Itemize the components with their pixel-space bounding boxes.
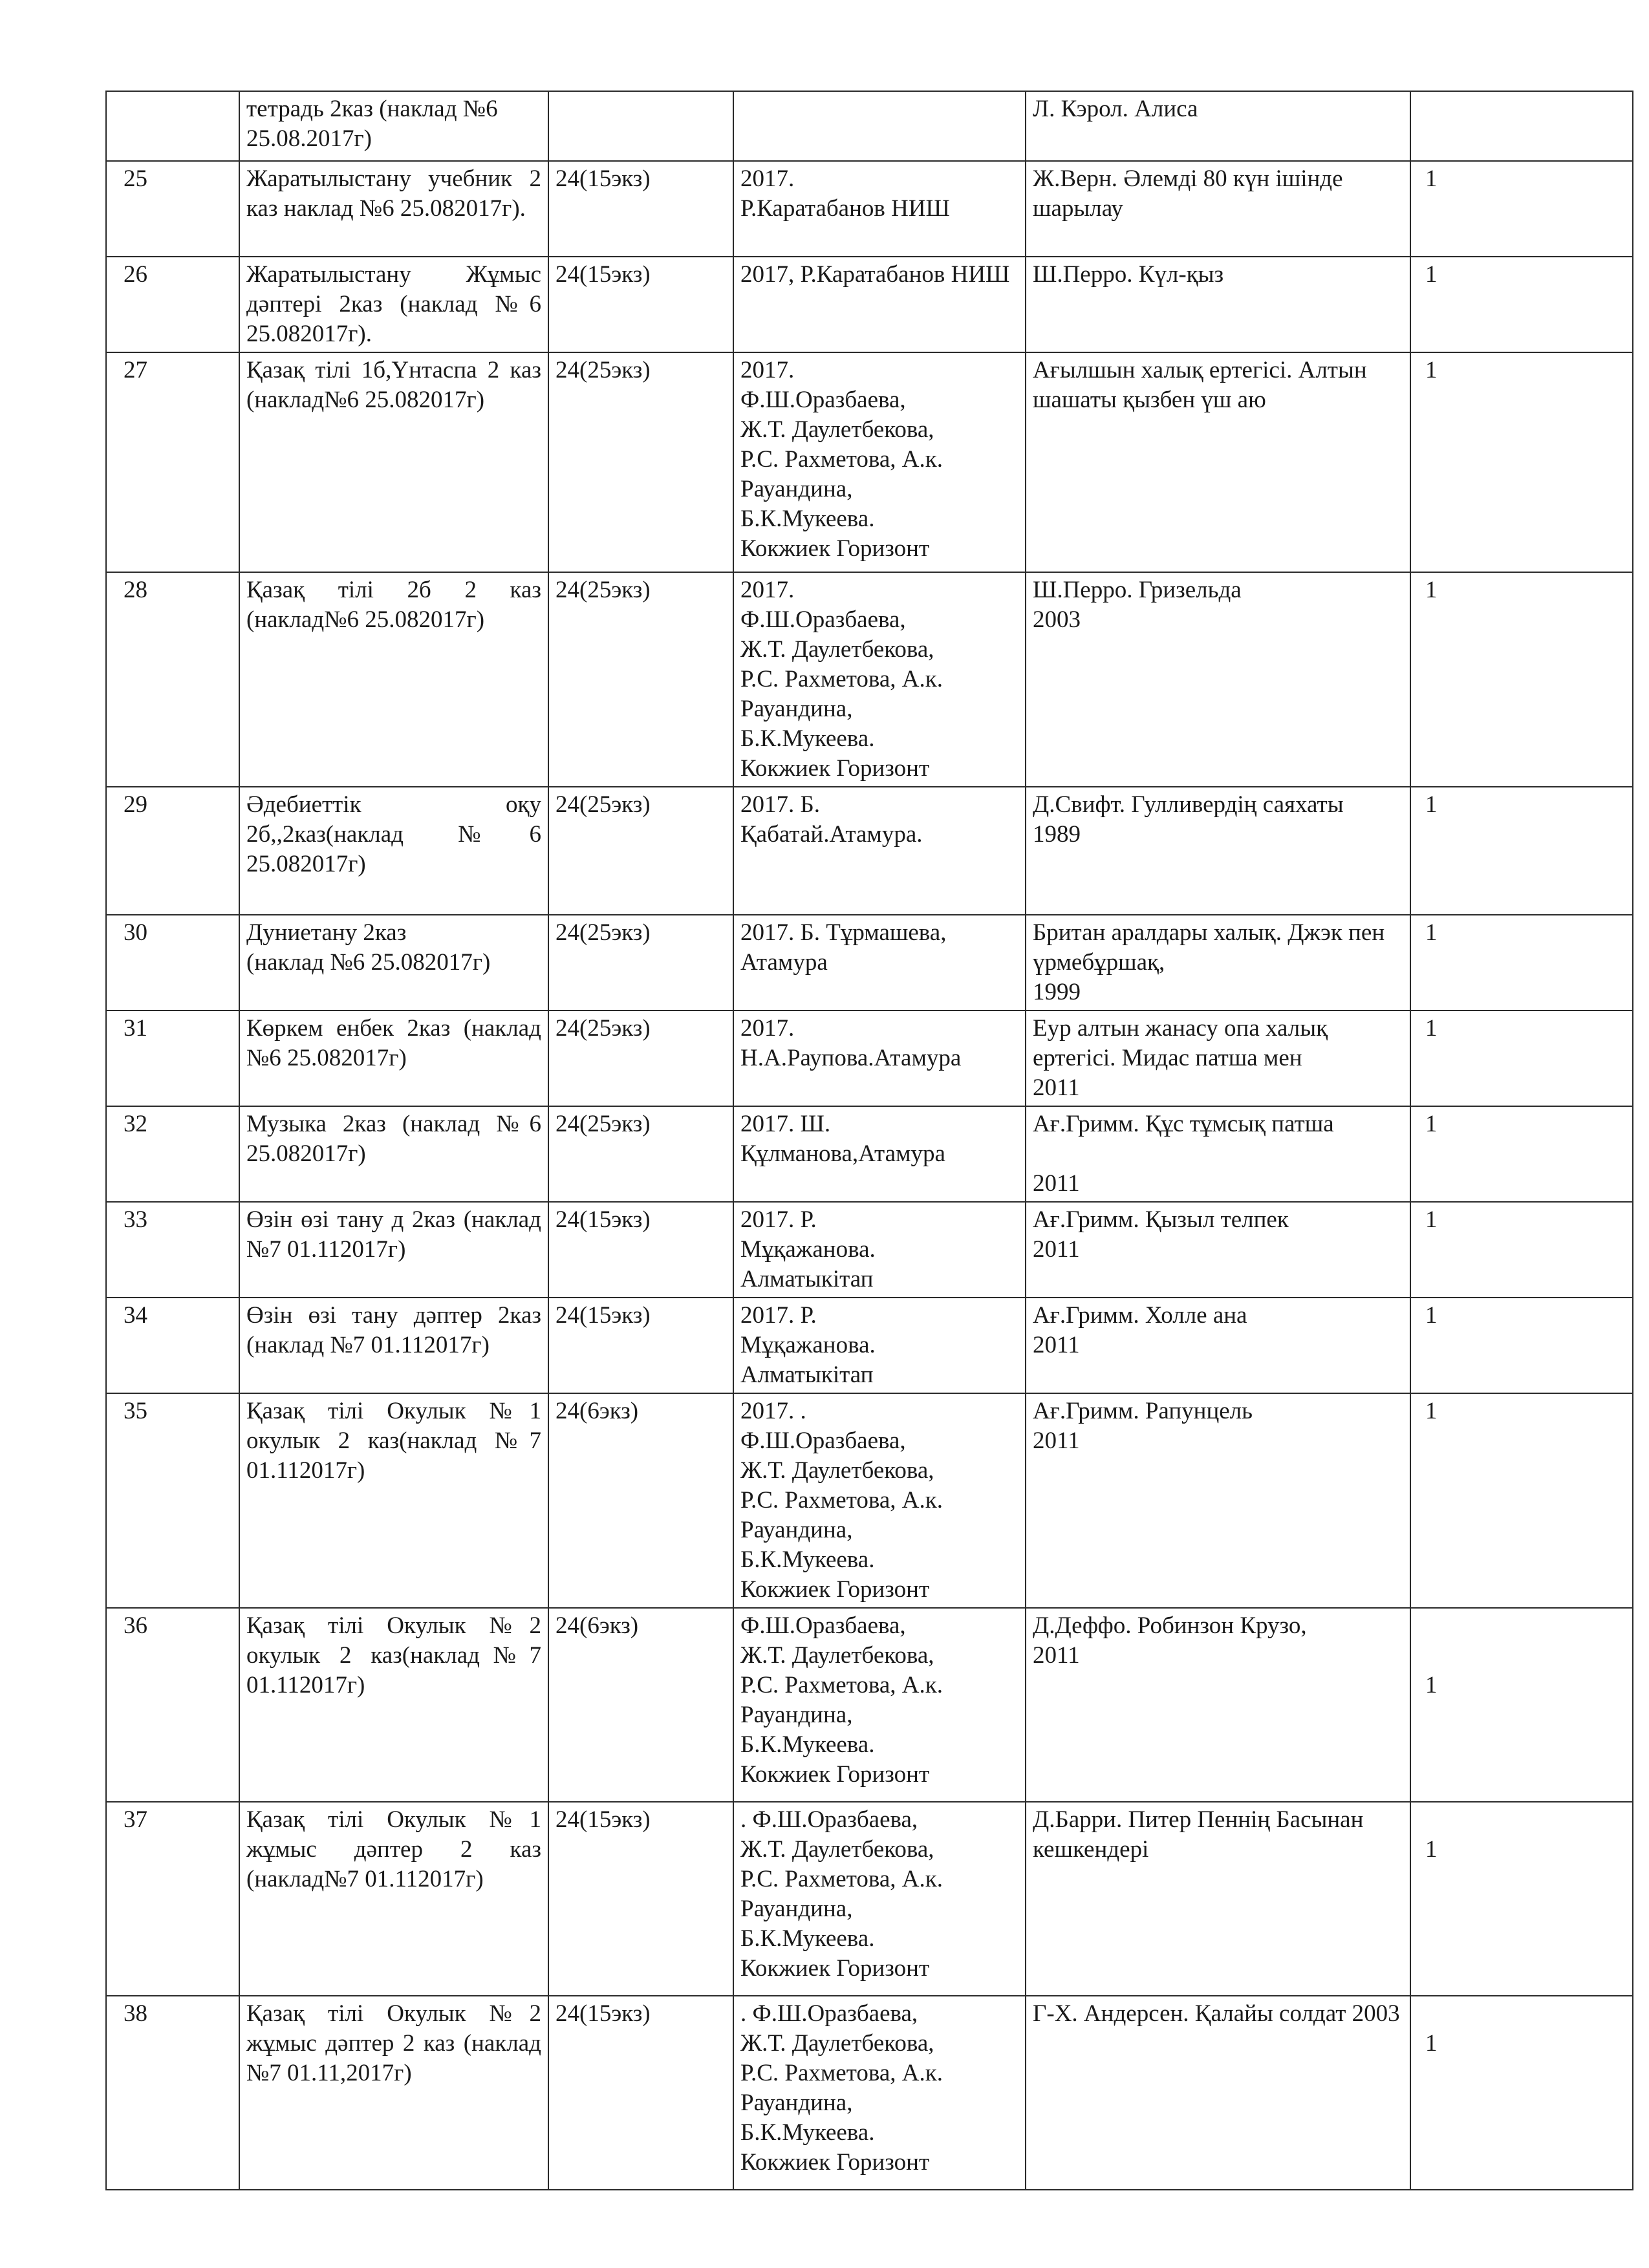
publisher-info: 2017, Р.Каратабанов НИШ — [733, 257, 1026, 352]
item-count: 1 — [1410, 572, 1633, 787]
row-number: 35 — [106, 1393, 239, 1608]
textbook-title: Өзін өзі тану дәптер 2каз (наклад №7 01.112017г) — [239, 1298, 548, 1393]
item-count: 1 — [1410, 352, 1633, 572]
item-count: 1 — [1410, 1608, 1633, 1802]
publisher-info: Ф.Ш.Оразбаева, Ж.Т. Даулетбекова, Р.С. Рахметова, А.к. Рауандина, Б.К.Мукеева. Кокжиек Горизонт — [733, 1608, 1026, 1802]
item-count — [1410, 91, 1633, 161]
table-row — [106, 1298, 1633, 1393]
table-row — [106, 161, 1633, 257]
row-number: 38 — [106, 1996, 239, 2190]
table-row — [106, 257, 1633, 352]
textbook-title: Жаратылыстану Жұмыс дәптері 2каз (наклад №6 25.082017г). — [239, 257, 548, 352]
textbook-title: Музыка 2каз (наклад №6 25.082017г) — [239, 1106, 548, 1202]
textbook-title: Өзін өзі тану д 2каз (наклад №7 01.112017г) — [239, 1202, 548, 1298]
table-body — [106, 91, 1633, 2190]
publisher-info: 2017. Н.А.Раупова.Атамура — [733, 1011, 1026, 1106]
publisher-info — [733, 91, 1026, 161]
reading-book: Ш.Перро. Күл-қыз — [1026, 257, 1410, 352]
table-row — [106, 1802, 1633, 1996]
copies-quantity: 24(6экз) — [548, 1393, 733, 1608]
table-row — [106, 1608, 1633, 1802]
item-count: 1 — [1410, 161, 1633, 257]
row-number: 28 — [106, 572, 239, 787]
copies-quantity: 24(15экз) — [548, 257, 733, 352]
row-number — [106, 91, 239, 161]
textbook-title: Жаратылыстану учебник 2 каз наклад №6 25.082017г). — [239, 161, 548, 257]
copies-quantity: 24(25экз) — [548, 787, 733, 915]
item-count: 1 — [1410, 1202, 1633, 1298]
item-count: 1 — [1410, 1106, 1633, 1202]
copies-quantity: 24(15экз) — [548, 1996, 733, 2190]
publisher-info: 2017. Р. Мұқажанова. Алматыкітап — [733, 1202, 1026, 1298]
reading-book: Г-Х. Андерсен. Қалайы солдат 2003 — [1026, 1996, 1410, 2190]
item-count: 1 — [1410, 1802, 1633, 1996]
row-number: 36 — [106, 1608, 239, 1802]
item-count: 1 — [1410, 1393, 1633, 1608]
reading-book: Д.Барри. Питер Пеннің Басынан кешкендері — [1026, 1802, 1410, 1996]
copies-quantity: 24(25экз) — [548, 572, 733, 787]
publisher-info: 2017. Ф.Ш.Оразбаева, Ж.Т. Даулетбекова, Р.С. Рахметова, А.к. Рауандина, Б.К.Мукеева. Кокжиек Горизонт — [733, 572, 1026, 787]
row-number: 32 — [106, 1106, 239, 1202]
textbook-title: Әдебиеттік оқу 2б,,2каз(наклад №6 25.082017г) — [239, 787, 548, 915]
item-count: 1 — [1410, 787, 1633, 915]
row-number: 34 — [106, 1298, 239, 1393]
textbook-title: Қазақ тілі 1б,Үнтаспа 2 каз (наклад№6 25.082017г) — [239, 352, 548, 572]
table-row — [106, 352, 1633, 572]
item-count: 1 — [1410, 1011, 1633, 1106]
reading-book: Д.Деффо. Робинзон Крузо, 2011 — [1026, 1608, 1410, 1802]
table-row — [106, 1996, 1633, 2190]
textbook-title: Қазақ тілі Окулык №1 жұмыс дәптер 2 каз (наклад№7 01.112017г) — [239, 1802, 548, 1996]
reading-book: Еур алтын жанасу опа халық ертегісі. Мидас патша мен 2011 — [1026, 1011, 1410, 1106]
table-row — [106, 572, 1633, 787]
textbook-title: Қазақ тілі Окулык №1 окулык 2 каз(наклад №7 01.112017г) — [239, 1393, 548, 1608]
item-count: 1 — [1410, 257, 1633, 352]
copies-quantity: 24(15экз) — [548, 1802, 733, 1996]
row-number: 30 — [106, 915, 239, 1011]
reading-book: Д.Свифт. Гулливердің саяхаты 1989 — [1026, 787, 1410, 915]
row-number: 29 — [106, 787, 239, 915]
table-row — [106, 915, 1633, 1011]
copies-quantity: 24(6экз) — [548, 1608, 733, 1802]
publisher-info: . Ф.Ш.Оразбаева, Ж.Т. Даулетбекова, Р.С. Рахметова, А.к. Рауандина, Б.К.Мукеева. Кокжиек Горизонт — [733, 1802, 1026, 1996]
reading-book: Ағ.Гримм. Холле ана 2011 — [1026, 1298, 1410, 1393]
textbook-title: тетрадь 2каз (наклад №6 25.08.2017г) — [239, 91, 548, 161]
reading-book: Ш.Перро. Гризельда 2003 — [1026, 572, 1410, 787]
publisher-info: 2017. Б. Қабатай.Атамура. — [733, 787, 1026, 915]
publisher-info: 2017. . Ф.Ш.Оразбаева, Ж.Т. Даулетбекова, Р.С. Рахметова, А.к. Рауандина, Б.К.Мукеева. Кокжиек Горизонт — [733, 1393, 1026, 1608]
copies-quantity — [548, 91, 733, 161]
reading-book: Ағ.Гримм. Қызыл телпек 2011 — [1026, 1202, 1410, 1298]
table-row — [106, 91, 1633, 161]
textbook-title: Қазақ тілі Окулык №2 окулык 2 каз(наклад№7 01.112017г) — [239, 1608, 548, 1802]
reading-book: Ағ.Гримм. Рапунцель 2011 — [1026, 1393, 1410, 1608]
textbook-title: Көркем енбек 2каз (наклад №6 25.082017г) — [239, 1011, 548, 1106]
copies-quantity: 24(25экз) — [548, 915, 733, 1011]
item-count: 1 — [1410, 1298, 1633, 1393]
row-number: 26 — [106, 257, 239, 352]
textbook-title: Дуниетану 2каз (наклад №6 25.082017г) — [239, 915, 548, 1011]
publisher-info: 2017. Ш. Құлманова,Атамура — [733, 1106, 1026, 1202]
copies-quantity: 24(25экз) — [548, 352, 733, 572]
copies-quantity: 24(15экз) — [548, 1298, 733, 1393]
table-row — [106, 1393, 1633, 1608]
reading-book: Л. Кэрол. Алиса — [1026, 91, 1410, 161]
book-inventory-table — [105, 91, 1633, 2190]
reading-book: Ағылшын халық ертегісі. Алтын шашаты қызбен үш аю — [1026, 352, 1410, 572]
table-row — [106, 1011, 1633, 1106]
row-number: 31 — [106, 1011, 239, 1106]
textbook-title: Қазақ тілі Окулык №2 жұмыс дәптер 2 каз (наклад №7 01.11,2017г) — [239, 1996, 548, 2190]
table-row — [106, 1106, 1633, 1202]
copies-quantity: 24(15экз) — [548, 1202, 733, 1298]
copies-quantity: 24(15экз) — [548, 161, 733, 257]
row-number: 37 — [106, 1802, 239, 1996]
item-count: 1 — [1410, 915, 1633, 1011]
publisher-info: 2017. Р. Мұқажанова. Алматыкітап — [733, 1298, 1026, 1393]
row-number: 27 — [106, 352, 239, 572]
publisher-info: 2017. Ф.Ш.Оразбаева, Ж.Т. Даулетбекова, Р.С. Рахметова, А.к. Рауандина, Б.К.Мукеева. Кокжиек Горизонт — [733, 352, 1026, 572]
copies-quantity: 24(25экз) — [548, 1106, 733, 1202]
publisher-info: 2017. Б. Тұрмашева, Атамура — [733, 915, 1026, 1011]
reading-book: Британ аралдары халық. Джэк пен үрмебұршақ, 1999 — [1026, 915, 1410, 1011]
reading-book: Ағ.Гримм. Құс тұмсық патша 2011 — [1026, 1106, 1410, 1202]
publisher-info: . Ф.Ш.Оразбаева, Ж.Т. Даулетбекова, Р.С. Рахметова, А.к. Рауандина, Б.К.Мукеева. Кокжиек Горизонт — [733, 1996, 1026, 2190]
item-count: 1 — [1410, 1996, 1633, 2190]
copies-quantity: 24(25экз) — [548, 1011, 733, 1106]
textbook-title: Қазақ тілі 2б 2 каз (наклад№6 25.082017г) — [239, 572, 548, 787]
row-number: 33 — [106, 1202, 239, 1298]
row-number: 25 — [106, 161, 239, 257]
publisher-info: 2017. Р.Каратабанов НИШ — [733, 161, 1026, 257]
table-row — [106, 1202, 1633, 1298]
reading-book: Ж.Верн. Әлемді 80 күн ішінде шарылау — [1026, 161, 1410, 257]
table-row — [106, 787, 1633, 915]
